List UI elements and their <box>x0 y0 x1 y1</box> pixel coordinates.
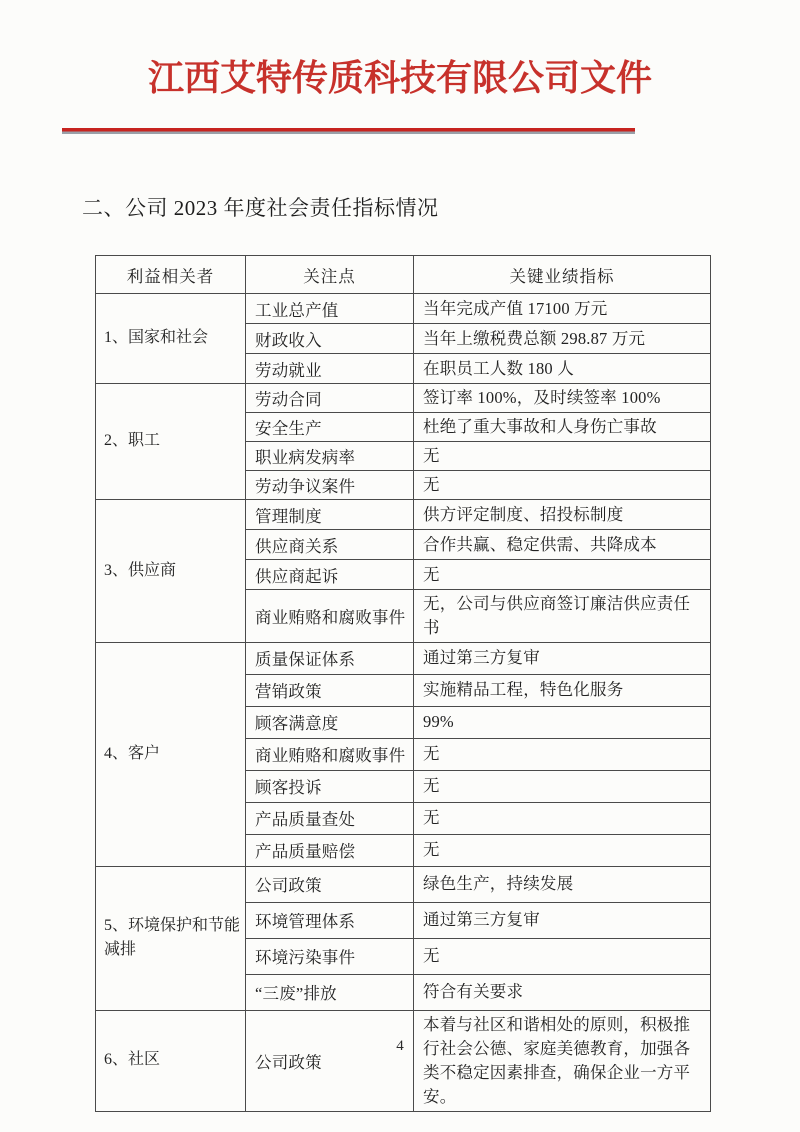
focus-cell: 劳动争议案件 <box>246 471 414 500</box>
table-row <box>96 866 711 902</box>
focus-cell: 公司政策 <box>246 866 414 902</box>
table-row <box>96 500 711 530</box>
table-row <box>96 642 711 674</box>
kpi-cell: 符合有关要求 <box>414 974 711 1010</box>
stakeholder-cell: 5、环境保护和节能减排 <box>96 866 246 1010</box>
kpi-cell: 无 <box>414 802 711 834</box>
kpi-cell: 无 <box>414 738 711 770</box>
focus-cell: 供应商关系 <box>246 530 414 560</box>
kpi-cell: 无，公司与供应商签订廉洁供应责任书 <box>414 590 711 643</box>
kpi-cell: 无 <box>414 560 711 590</box>
kpi-cell: 无 <box>414 834 711 866</box>
kpi-cell: 无 <box>414 938 711 974</box>
kpi-cell: 当年上缴税费总额 298.87 万元 <box>414 324 711 354</box>
stakeholder-cell: 4、客户 <box>96 642 246 866</box>
title-divider-line <box>62 128 635 134</box>
focus-cell: 劳动合同 <box>246 384 414 413</box>
focus-cell: 顾客投诉 <box>246 770 414 802</box>
kpi-cell: 无 <box>414 442 711 471</box>
kpi-cell: 当年完成产值 17100 万元 <box>414 294 711 324</box>
kpi-cell: 通过第三方复审 <box>414 902 711 938</box>
focus-cell: 产品质量赔偿 <box>246 834 414 866</box>
focus-cell: 质量保证体系 <box>246 642 414 674</box>
stakeholder-cell: 1、国家和社会 <box>96 294 246 384</box>
focus-cell: 管理制度 <box>246 500 414 530</box>
kpi-cell: 通过第三方复审 <box>414 642 711 674</box>
focus-cell: 环境管理体系 <box>246 902 414 938</box>
focus-cell: 劳动就业 <box>246 354 414 384</box>
focus-cell: 供应商起诉 <box>246 560 414 590</box>
document-title: 江西艾特传质科技有限公司文件 <box>147 58 652 98</box>
responsibility-table <box>95 255 711 1112</box>
kpi-cell: 供方评定制度、招投标制度 <box>414 500 711 530</box>
section-heading: 二、公司 2023 年度社会责任指标情况 <box>82 196 439 220</box>
focus-cell: 安全生产 <box>246 413 414 442</box>
kpi-cell: 签订率 100%，及时续签率 100% <box>414 384 711 413</box>
kpi-cell: 在职员工人数 180 人 <box>414 354 711 384</box>
column-header-2: 关注点 <box>246 256 414 294</box>
page-number: 4 <box>396 1038 404 1054</box>
kpi-cell: 无 <box>414 471 711 500</box>
table-row <box>96 384 711 413</box>
kpi-cell: 99% <box>414 706 711 738</box>
focus-cell: 产品质量查处 <box>246 802 414 834</box>
column-header-3: 关键业绩指标 <box>414 256 711 294</box>
kpi-cell: 合作共赢、稳定供需、共降成本 <box>414 530 711 560</box>
table-row <box>96 294 711 324</box>
focus-cell: 顾客满意度 <box>246 706 414 738</box>
focus-cell: “三废”排放 <box>246 974 414 1010</box>
focus-cell: 环境污染事件 <box>246 938 414 974</box>
column-header-1: 利益相关者 <box>96 256 246 294</box>
stakeholder-cell: 6、社区 <box>96 1010 246 1111</box>
stakeholder-cell: 3、供应商 <box>96 500 246 643</box>
kpi-cell: 杜绝了重大事故和人身伤亡事故 <box>414 413 711 442</box>
table-row <box>96 1010 711 1111</box>
focus-cell: 商业贿赂和腐败事件 <box>246 590 414 643</box>
kpi-cell: 实施精品工程，特色化服务 <box>414 674 711 706</box>
stakeholder-cell: 2、职工 <box>96 384 246 500</box>
focus-cell: 营销政策 <box>246 674 414 706</box>
focus-cell: 财政收入 <box>246 324 414 354</box>
kpi-cell: 绿色生产，持续发展 <box>414 866 711 902</box>
kpi-cell: 本着与社区和谐相处的原则，积极推行社会公德、家庭美德教育，加强各类不稳定因素排查，确保企业一方平安。 <box>414 1010 711 1111</box>
focus-cell: 公司政策 <box>246 1010 414 1111</box>
focus-cell: 工业总产值 <box>246 294 414 324</box>
focus-cell: 商业贿赂和腐败事件 <box>246 738 414 770</box>
focus-cell: 职业病发病率 <box>246 442 414 471</box>
kpi-cell: 无 <box>414 770 711 802</box>
